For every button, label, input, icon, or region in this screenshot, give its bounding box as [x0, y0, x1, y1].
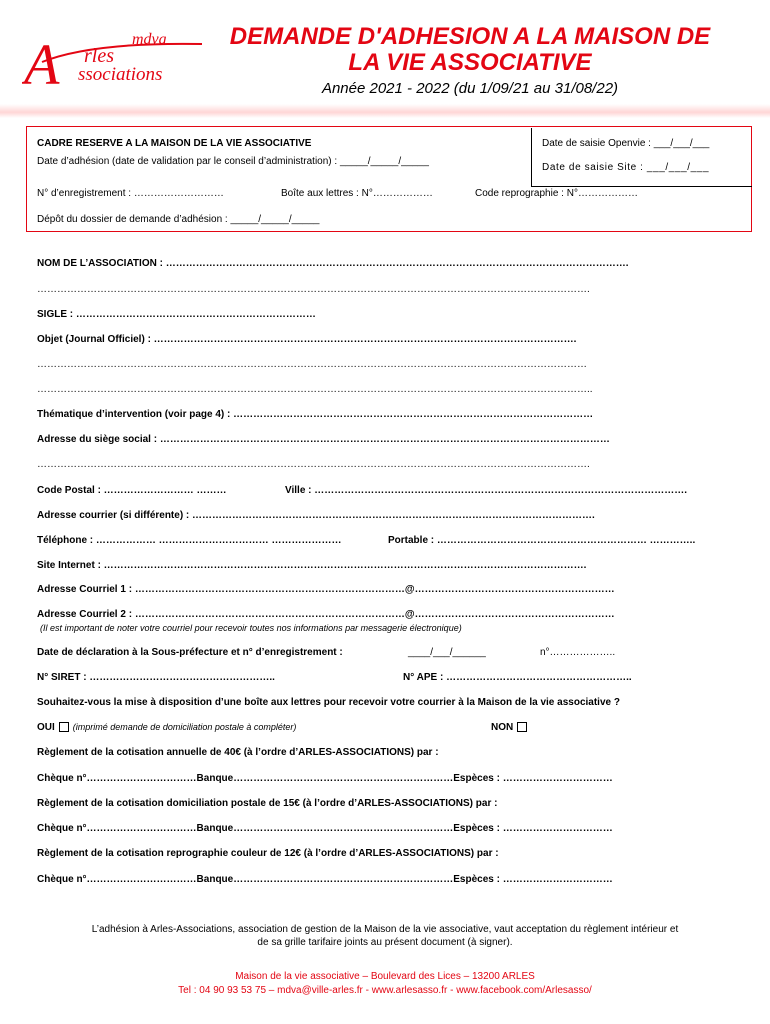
non-option[interactable]	[491, 722, 531, 733]
reglement-annuelle-label: Règlement de la cotisation annuelle de 40€ (à l’ordre d’ARLES-ASSOCIATIONS) par :	[37, 747, 439, 758]
courriel-note: (Il est important de noter votre courriel pour recevoir toutes nos informations par messagerie électronique)	[40, 623, 462, 633]
siret-field[interactable]: N° SIRET : ………………………………………………..	[37, 672, 275, 683]
oui-note: (imprimé demande de domiciliation postale à compléter)	[72, 722, 297, 732]
title-line-1: DEMANDE D'ADHESION A LA MAISON DE	[229, 23, 711, 50]
paiement-reprographie-field[interactable]: Chèque n°……………………………Banque…………………………………………………………Espèces : ……………………………	[37, 874, 613, 885]
nom-association-field[interactable]: NOM DE L’ASSOCIATION : ………………………………………………………………………………………………………………………….	[37, 258, 629, 269]
date-saisie-box	[531, 128, 752, 187]
footer-address: Maison de la vie associative – Boulevard des Lices – 13200 ARLES	[235, 971, 535, 982]
adresse-cont[interactable]: ………………………………………………………………………………………………………………………………………………….	[37, 459, 590, 470]
ape-field[interactable]: N° APE : ………………………………………………..	[403, 672, 632, 683]
thematique-field[interactable]: Thématique d’intervention (voir page 4) : ………………………………………………………………………………………………	[37, 409, 594, 420]
non-label: NON	[491, 722, 514, 733]
non-checkbox[interactable]	[517, 722, 527, 732]
portable-field[interactable]: Portable : ……………………………………………………… …………..	[388, 535, 696, 546]
objet-cont-1[interactable]: …………………………………………………………………………………………………………………………………………………	[37, 359, 587, 370]
boite-field[interactable]: Boîte aux lettres : N°………………	[281, 188, 433, 199]
date-adhesion-field[interactable]: Date d’adhésion (date de validation par le conseil d’administration) : _____/_____/_____	[37, 156, 429, 167]
enregistrement-field[interactable]: N° d’enregistrement : ………………………	[37, 188, 224, 199]
logo-mdva: mdva	[132, 31, 167, 48]
boite-question: Souhaitez-vous la mise à disposition d’une boîte aux lettres pour recevoir votre courrier à la Maison de la vie associative ?	[37, 697, 620, 708]
date-openvie-field[interactable]: Date de saisie Openvie : ___/___/___	[542, 138, 710, 149]
code-repro-field[interactable]: Code reprographie : N°………………	[475, 188, 638, 199]
adresse-field[interactable]: Adresse du siège social : ………………………………………………………………………………………………………………………	[37, 434, 610, 445]
oui-option[interactable]	[37, 722, 296, 733]
logo-arles: rles	[84, 45, 114, 67]
paiement-domiciliation-field[interactable]: Chèque n°……………………………Banque…………………………………………………………Espèces : ……………………………	[37, 823, 613, 834]
ville-field[interactable]: Ville : ………………………………………………………………………………………………….	[285, 485, 688, 496]
courriel-2-field[interactable]: Adresse Courriel 2 : ………………………………………………………………………@……………………………………………………	[37, 609, 615, 620]
depot-field[interactable]: Dépôt du dossier de demande d’adhésion : _____/_____/_____	[37, 214, 320, 225]
oui-checkbox[interactable]	[59, 722, 69, 732]
adhesion-note-line-2: de sa grille tarifaire joints au présent document (à signer).	[257, 937, 513, 948]
page-title	[190, 24, 750, 76]
header-divider	[0, 104, 770, 118]
adresse-courrier-field[interactable]: Adresse courrier (si différente) : ………………………………………………………………………………………………………….	[37, 510, 595, 521]
title-line-2: LA VIE ASSOCIATIVE	[348, 49, 592, 76]
declaration-date-field[interactable]: ____/___/______	[408, 647, 486, 658]
reglement-domiciliation-label: Règlement de la cotisation domiciliation postale de 15€ (à l’ordre d’ARLES-ASSOCIATIONS) par :	[37, 798, 498, 809]
arles-associations-logo	[22, 22, 202, 102]
site-internet-field[interactable]: Site Internet : ……………………………………………………………………………………………………………………………….	[37, 560, 587, 571]
reglement-reprographie-label: Règlement de la cotisation reprographie couleur de 12€ (à l’ordre d’ARLES-ASSOCIATIONS) par :	[37, 848, 499, 859]
footer-contact: Tel : 04 90 93 53 75 – mdva@ville-arles.fr - www.arlesasso.fr - www.facebook.com/Arlesasso/	[178, 985, 592, 996]
page-subtitle: Année 2021 - 2022 (du 1/09/21 au 31/08/22)	[321, 80, 619, 97]
logo-letter-a: A	[24, 32, 60, 97]
courriel-1-field[interactable]: Adresse Courriel 1 : ………………………………………………………………………@……………………………………………………	[37, 584, 615, 595]
date-site-field[interactable]: Date de saisie Site : ___/___/___	[542, 162, 710, 173]
logo-associations: ssociations	[78, 64, 163, 85]
declaration-label: Date de déclaration à la Sous-préfecture et n° d’enregistrement :	[37, 647, 343, 658]
telephone-field[interactable]: Téléphone : ……………… …………………………… …………………	[37, 535, 342, 546]
objet-field[interactable]: Objet (Journal Officiel) : ……………………………………………………………………………………………………………….	[37, 334, 577, 345]
sigle-field[interactable]: SIGLE : ………………………………………………………………	[37, 309, 316, 320]
oui-label: OUI	[37, 722, 55, 733]
objet-cont-2[interactable]: …………………………………………………………………………………………………………………………………………………..	[37, 384, 593, 395]
adhesion-note-line-1: L’adhésion à Arles-Associations, association de gestion de la Maison de la vie associative, vaut acceptation du règlement intérieur et	[91, 924, 679, 935]
paiement-annuelle-field[interactable]: Chèque n°……………………………Banque…………………………………………………………Espèces : ……………………………	[37, 773, 613, 784]
nom-association-cont[interactable]: ………………………………………………………………………………………………………………………………………………….	[37, 284, 590, 295]
code-postal-field[interactable]: Code Postal : ……………………… ………	[37, 485, 227, 496]
declaration-num-field[interactable]: n°………………..	[540, 647, 616, 658]
reserved-heading: CADRE RESERVE A LA MAISON DE LA VIE ASSOCIATIVE	[37, 138, 312, 149]
